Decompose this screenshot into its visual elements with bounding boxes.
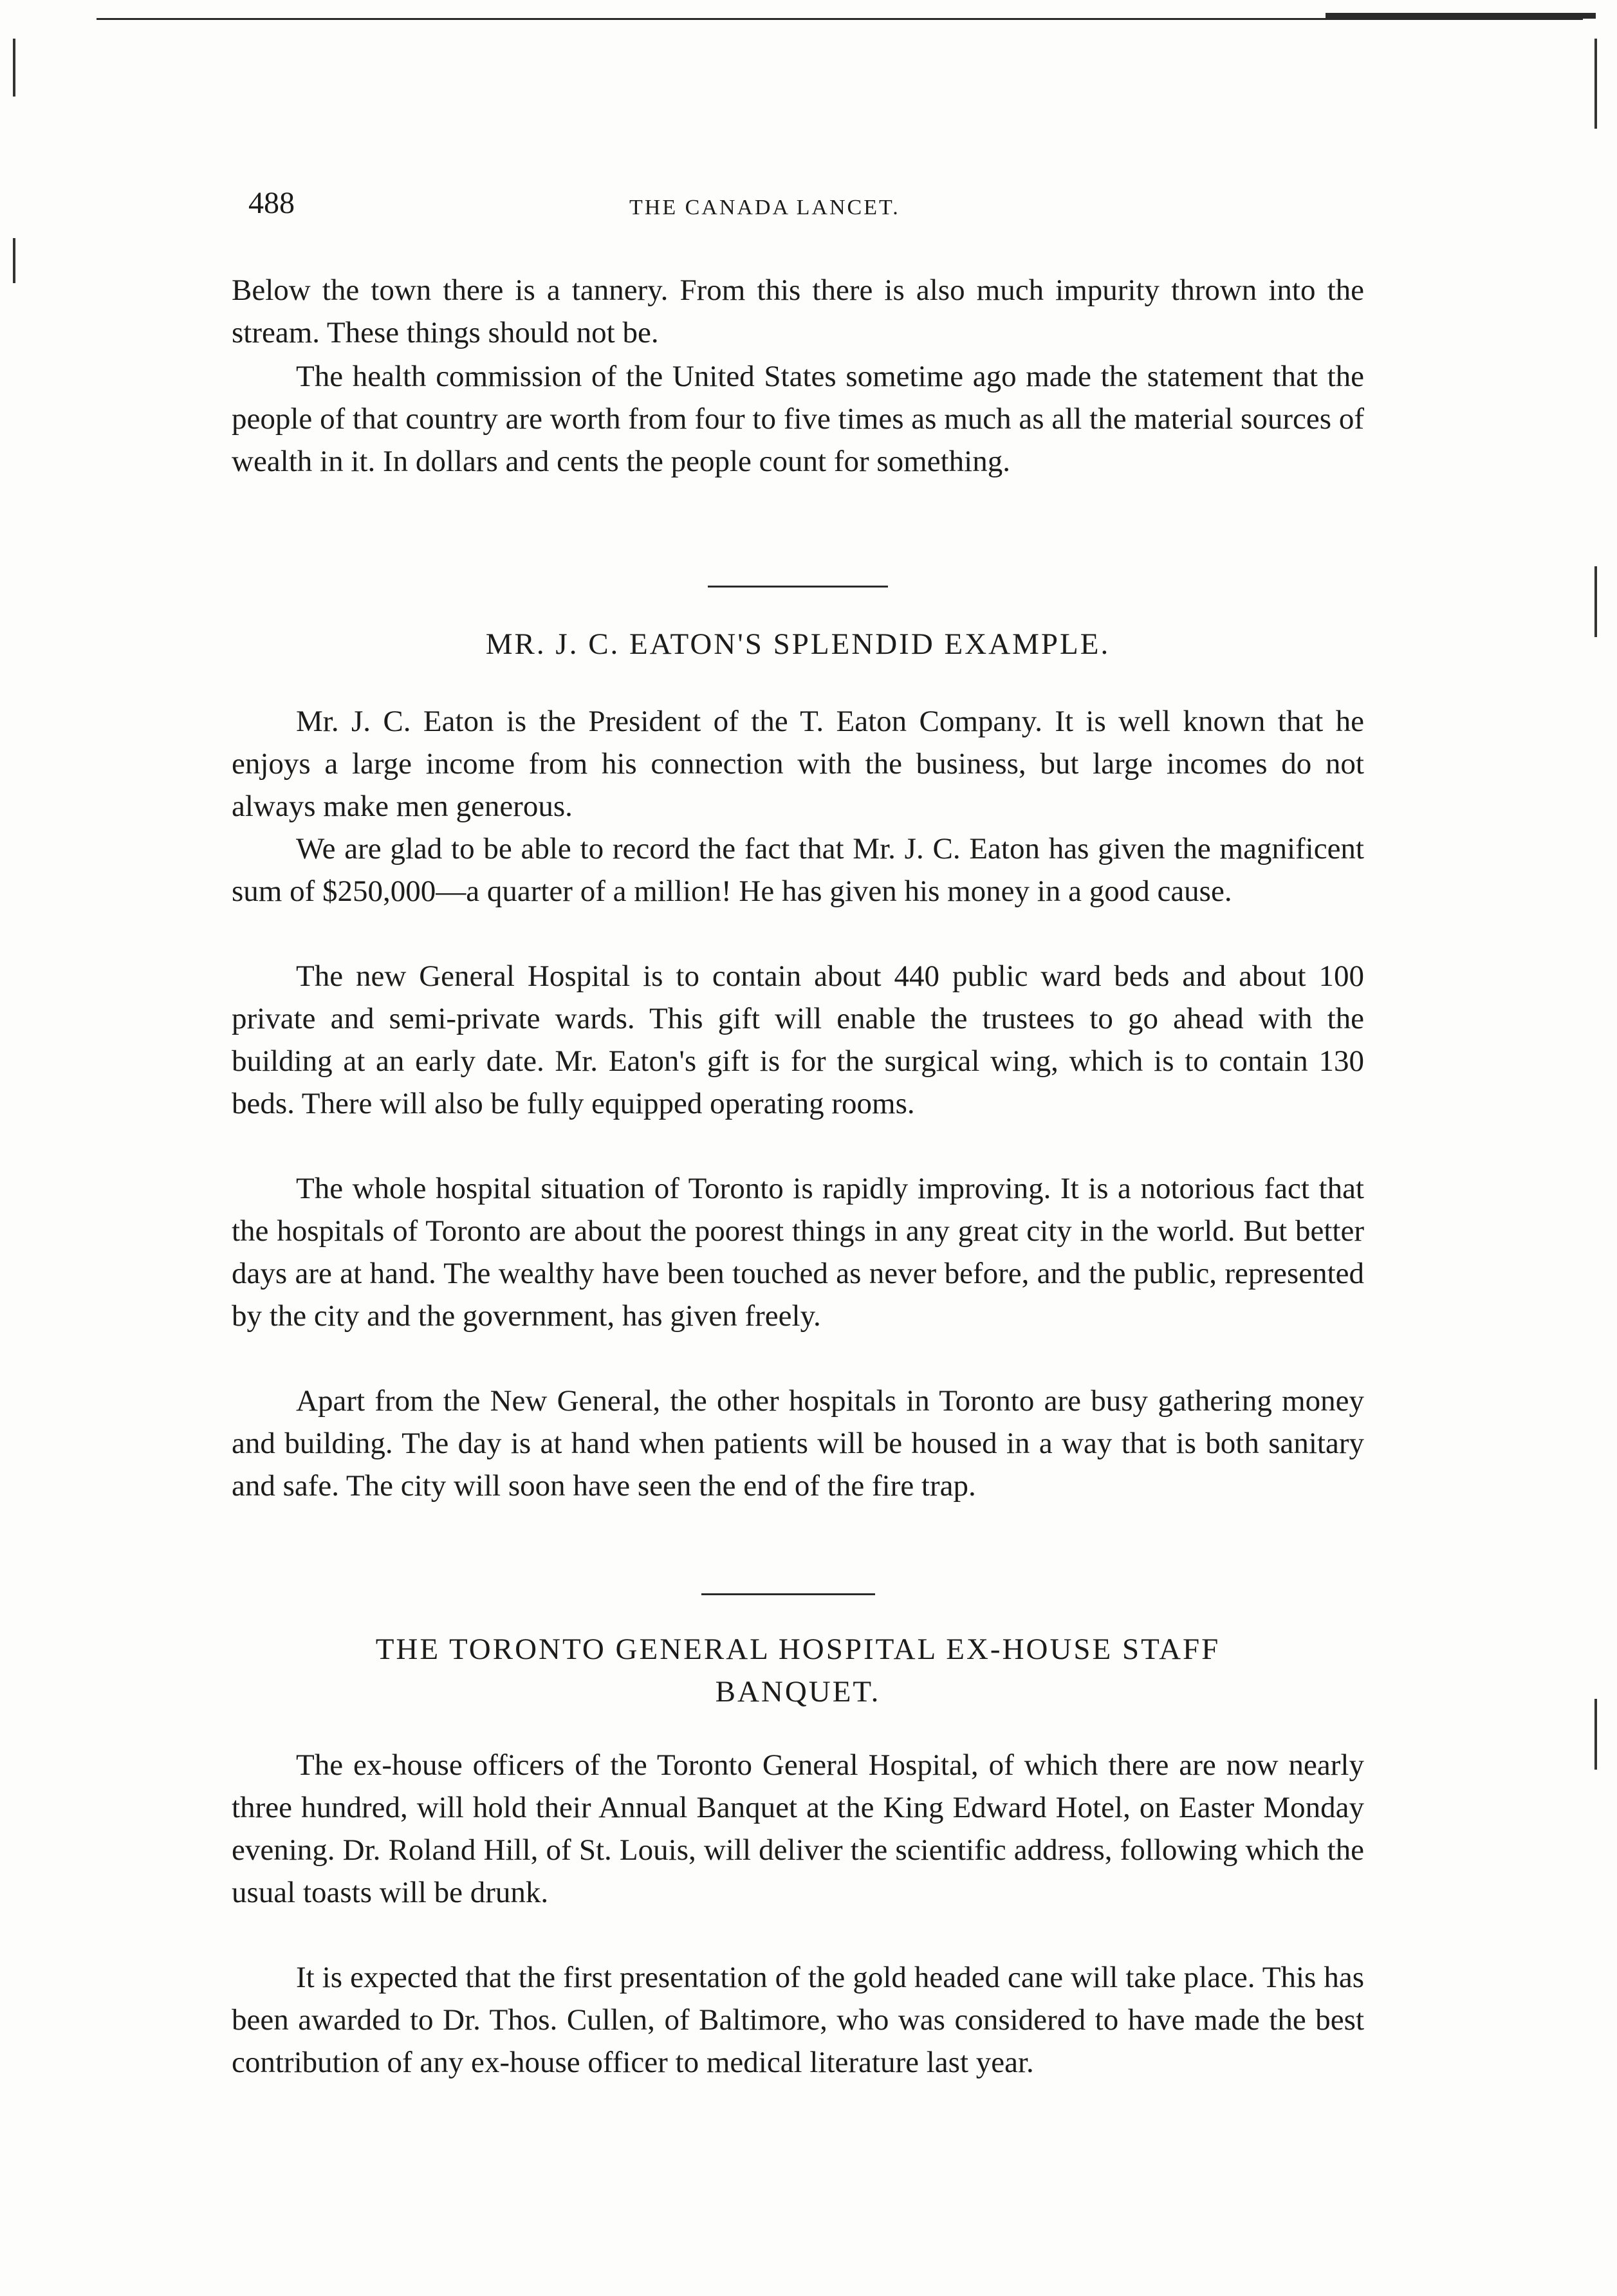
article-paragraph: Apart from the New General, the other hospitals in Toronto are busy gathering money and building. The day is at hand when patients will be housed in a way that is both sanitary and safe. The city will soon have seen the end of the fire trap. [232, 1384, 1364, 1503]
article-paragraph: Mr. J. C. Eaton is the President of the T. Eaton Company. It is well known that he enjoys a large income from his connection with the business, but large incomes do not always make men generous. [232, 705, 1364, 823]
section-divider [701, 1593, 875, 1595]
article-paragraph: The whole hospital situation of Toronto is rapidly improving. It is a notorious fact that the hospitals of Toronto are about the poorest things in any great city in the world. But better days are at hand. The wealthy have been touched as never before, and the public, represented by the city and the government, has given freely. [232, 1172, 1364, 1333]
right-margin-mark [1594, 39, 1597, 129]
article-title-continued: BANQUET. [715, 1675, 881, 1708]
top-border-rule-heavy [1326, 13, 1596, 19]
right-margin-mark [1594, 1699, 1597, 1770]
intro-paragraph: Below the town there is a tannery. From this there is also much impurity thrown into the stream. These things should not be. [232, 273, 1364, 349]
intro-paragraph: The health commission of the United States sometime ago made the statement that the people of that country are worth from four to five times as much as all the material sources of wealth in it. In dollars and cents the people count for something. [232, 360, 1364, 478]
article-paragraph: It is expected that the first presentation of the gold headed cane will take place. This has been awarded to Dr. Thos. Cullen, of Baltimore, who was considered to have made the best contribution of any ex-house officer to medical literature last year. [232, 1961, 1364, 2079]
section-divider [708, 586, 888, 588]
page-number: 488 [248, 186, 295, 220]
left-margin-mark [13, 238, 15, 283]
article-paragraph: We are glad to be able to record the fact that Mr. J. C. Eaton has given the magnificent sum of $250,000—a quarter of a million! He has given his money in a good cause. [232, 832, 1364, 908]
article-paragraph: The ex-house officers of the Toronto General Hospital, of which there are now nearly three hundred, will hold their Annual Banquet at the King Edward Hotel, on Easter Monday evening. Dr. Roland Hill, of St. Louis, will deliver the scientific address, following which the usual toasts will be drunk. [232, 1748, 1364, 1909]
left-margin-mark [13, 39, 15, 97]
article-title: THE TORONTO GENERAL HOSPITAL EX-HOUSE STAFF [375, 1633, 1221, 1666]
running-title: THE CANADA LANCET. [629, 196, 900, 219]
right-margin-mark [1594, 566, 1597, 637]
article-title: MR. J. C. EATON'S SPLENDID EXAMPLE. [485, 627, 1111, 661]
article-paragraph: The new General Hospital is to contain about 440 public ward beds and about 100 private and semi-private wards. This gift will enable the trustees to go ahead with the building at an early date. Mr. Eaton's gift is for the surgical wing, which is to contain 130 beds. There will also be fully equipped operating rooms. [232, 959, 1364, 1120]
